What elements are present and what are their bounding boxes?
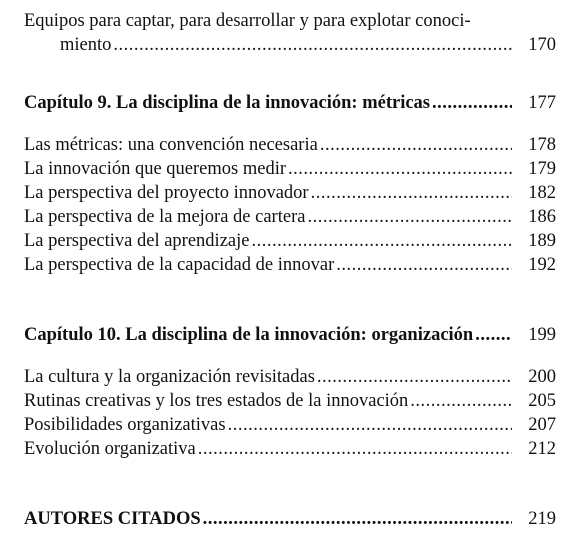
table-of-contents <box>24 0 556 531</box>
page-number: 189 <box>528 231 556 251</box>
toc-entry <box>24 157 556 181</box>
leader-dots <box>317 365 512 389</box>
toc-entry <box>24 413 556 437</box>
leader-dots <box>307 205 512 229</box>
chapter-heading-9 <box>24 91 556 115</box>
toc-entry <box>24 229 556 253</box>
section-title: La innovación que queremos medir <box>24 159 286 179</box>
chapter-10-sections <box>24 365 556 461</box>
toc-entry <box>24 133 556 157</box>
page-number: 205 <box>528 391 556 411</box>
section-title: Evolución organizativa <box>24 439 196 459</box>
section-title: Las métricas: una convención necesaria <box>24 135 318 155</box>
chapter-9-sections <box>24 133 556 277</box>
chapter-title: Capítulo 9. La disciplina de la innovación: métricas <box>24 93 431 113</box>
section-title: La perspectiva del aprendizaje <box>24 231 250 251</box>
leader-dots <box>336 253 512 277</box>
page-number: 219 <box>528 509 556 529</box>
authors-cited-heading <box>24 507 556 531</box>
page-number: 177 <box>528 93 556 113</box>
page-number: 192 <box>528 255 556 275</box>
section-title: La perspectiva del proyecto innovador <box>24 183 309 203</box>
authors-title: AUTORES CITADOS <box>24 509 201 529</box>
toc-entry <box>24 253 556 277</box>
toc-entry-title-line1: Equipos para captar, para desarrollar y para explotar conoci- <box>24 11 471 31</box>
toc-entry <box>24 437 556 461</box>
page-number: 178 <box>528 135 556 155</box>
page-number: 170 <box>528 35 556 55</box>
leader-dots <box>251 229 512 253</box>
chapter-heading-10 <box>24 323 556 347</box>
toc-entry <box>24 181 556 205</box>
toc-entry <box>24 365 556 389</box>
toc-entry-line2 <box>24 33 556 57</box>
page-number: 182 <box>528 183 556 203</box>
leader-dots <box>198 437 512 461</box>
toc-entry <box>24 389 556 413</box>
toc-entry-equipos <box>24 0 556 57</box>
section-title: La perspectiva de la mejora de cartera <box>24 207 306 227</box>
section-title: Posibilidades organizativas <box>24 415 226 435</box>
leader-dots <box>203 507 512 531</box>
chapter-title: Capítulo 10. La disciplina de la innovación: organización <box>24 325 474 345</box>
toc-entry-title-line2: miento <box>60 35 112 55</box>
page-number: 200 <box>528 367 556 387</box>
page-number: 186 <box>528 207 556 227</box>
leader-dots <box>228 413 512 437</box>
leader-dots <box>320 133 512 157</box>
page-number: 207 <box>528 415 556 435</box>
leader-dots <box>288 157 512 181</box>
leader-dots <box>113 33 512 57</box>
leader-dots <box>432 91 512 115</box>
leader-dots <box>311 181 512 205</box>
toc-entry <box>24 205 556 229</box>
page-number: 199 <box>528 325 556 345</box>
section-title: La perspectiva de la capacidad de innovar <box>24 255 335 275</box>
page-number: 212 <box>528 439 556 459</box>
section-title: Rutinas creativas y los tres estados de la innovación <box>24 391 409 411</box>
leader-dots <box>475 323 512 347</box>
section-title: La cultura y la organización revisitadas <box>24 367 315 387</box>
leader-dots <box>410 389 512 413</box>
page-number: 179 <box>528 159 556 179</box>
